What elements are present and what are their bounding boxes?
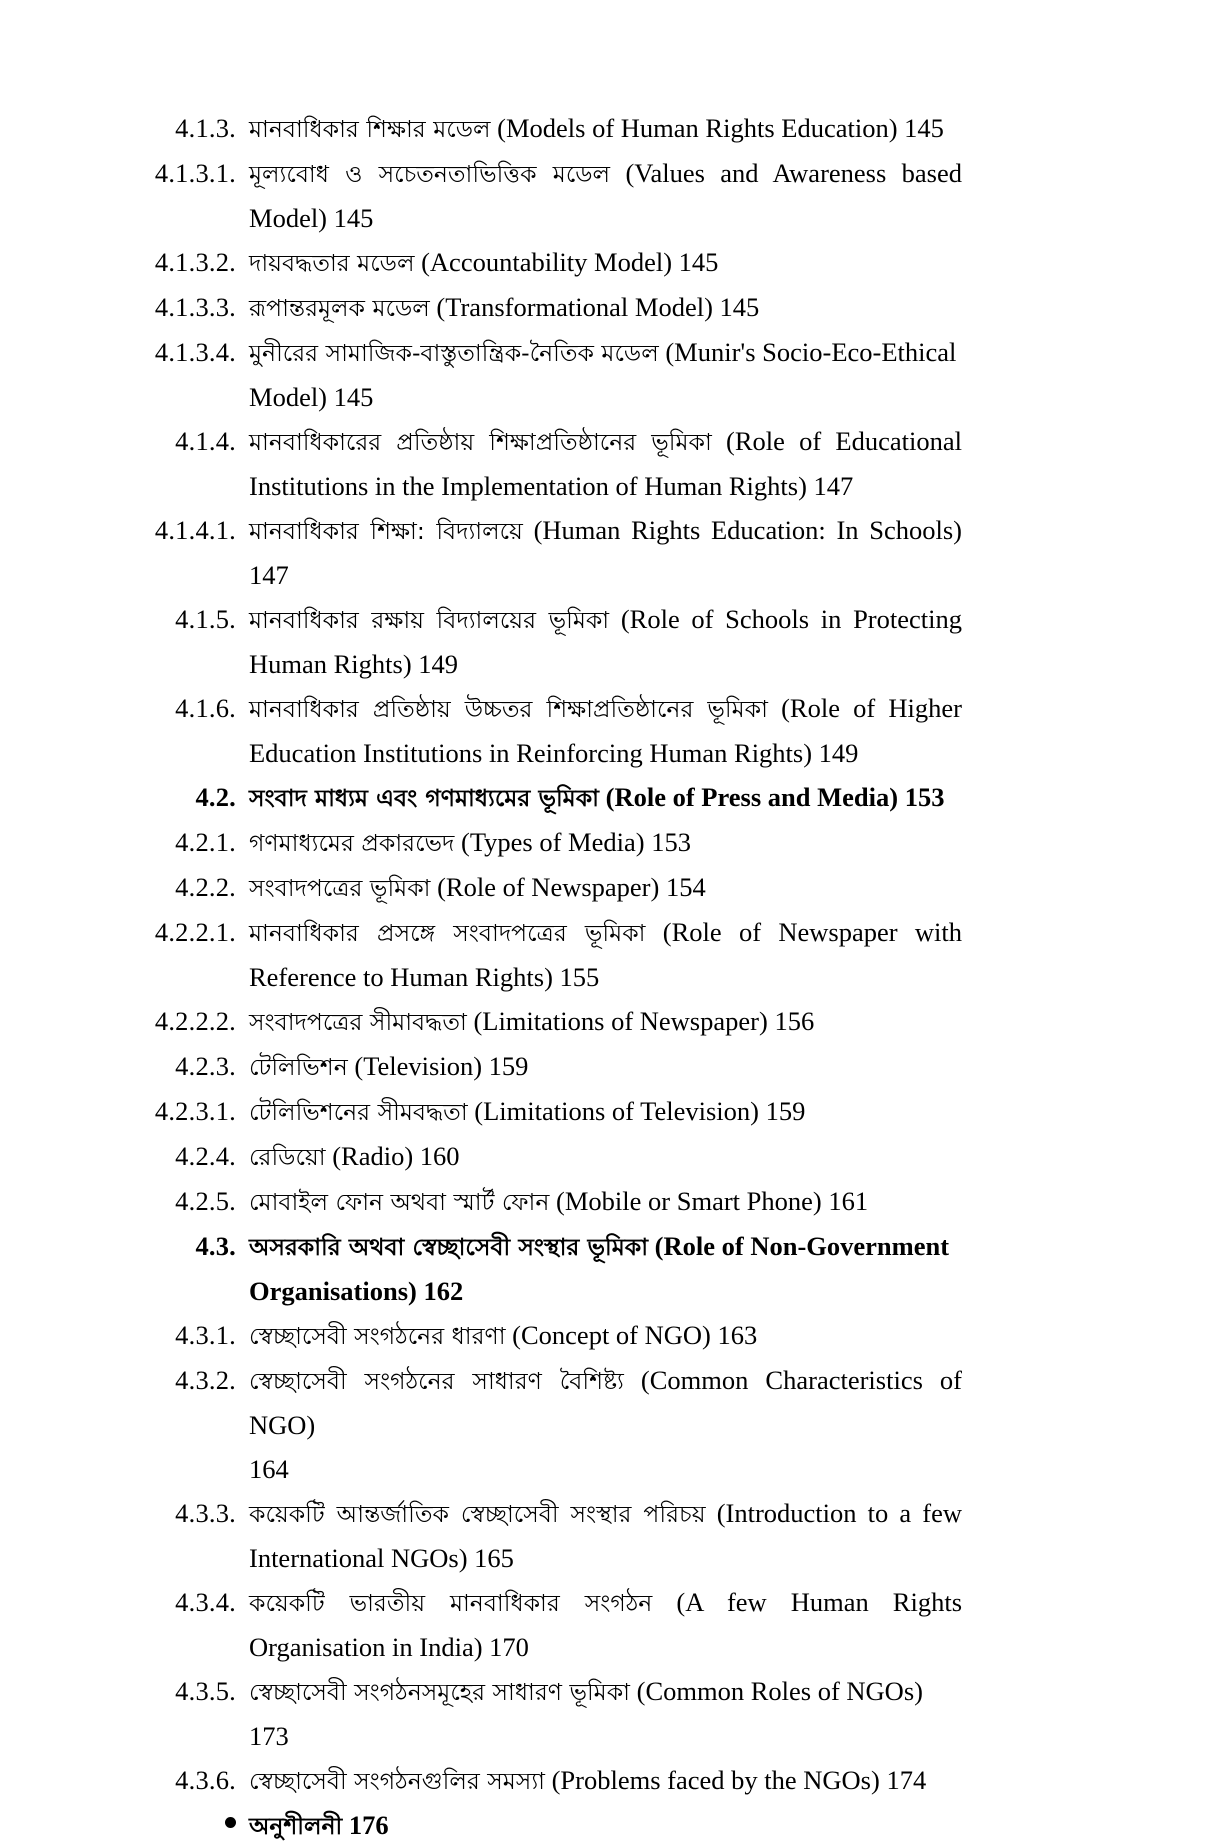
toc-entry-english-line2: Education Institutions in Reinforcing Human Rights) 149 — [249, 738, 859, 768]
toc-entry-number: 4.1.3. — [175, 113, 236, 143]
toc-entry-number: 4.3.1. — [175, 1320, 236, 1350]
toc-entry-number: 4.3.2. — [175, 1365, 236, 1395]
toc-entry-english: (Mobile or Smart Phone) — [556, 1186, 822, 1216]
toc-entry-bengali: মানবাধিকার শিক্ষা: বিদ্যালয়ে — [249, 517, 523, 545]
toc-entry-bengali: মুনীরের সামাজিক-বাস্তুতান্ত্রিক-নৈতিক মডেল — [249, 339, 659, 367]
toc-entry — [140, 1358, 962, 1491]
toc-entry-english: (Limitations of Television) — [474, 1096, 759, 1126]
toc-entry-page: 159 — [488, 1051, 529, 1081]
toc-entry-text — [236, 1669, 962, 1758]
toc-section-heading — [140, 775, 962, 820]
toc-entry-text — [236, 1580, 962, 1669]
toc-entry — [140, 508, 962, 597]
toc-entry-number: 4.2.2. — [175, 872, 236, 902]
toc-entry-page: 145 — [678, 247, 719, 277]
toc-entry-english: (Limitations of Newspaper) — [473, 1006, 768, 1036]
toc-entry — [140, 419, 962, 508]
toc-entry — [140, 240, 962, 285]
toc-entry-bengali: সংবাদপত্রের ভূমিকা — [249, 874, 431, 902]
toc-entry-text — [236, 1758, 962, 1803]
toc-entry-bengali: স্বেচ্ছাসেবী সংগঠনের সাধারণ বৈশিষ্ট্য — [249, 1367, 624, 1395]
toc-entry-number: 4.3.3. — [175, 1498, 236, 1528]
toc-entry — [140, 820, 962, 865]
toc-entry-english-line1: (Role of Schools in Protecting — [620, 604, 962, 634]
toc-entry-english-line2: International NGOs) 165 — [249, 1543, 514, 1573]
toc-bullet-bengali: অনুশীলনী — [249, 1812, 343, 1840]
toc-entry-bengali: গণমাধ্যমের প্রকারভেদ — [249, 829, 455, 857]
toc-entry-number: 4.2.3. — [175, 1051, 236, 1081]
toc-entry-page: 153 — [904, 782, 945, 812]
toc-entry-text — [236, 1491, 962, 1580]
toc-entry-english-line1: (A few Human Rights — [676, 1587, 963, 1617]
toc-entry-page: 163 — [717, 1320, 758, 1350]
toc-entry-english-line1: (Common Characteristics of NGO) — [249, 1365, 962, 1440]
toc-entry-bengali: দায়বদ্ধতার মডেল — [249, 249, 415, 277]
toc-entry-english: (Radio) — [332, 1141, 414, 1171]
toc-entry-english-line2: Model) 145 — [249, 203, 374, 233]
toc-entry-number: 4.3.4. — [175, 1587, 236, 1617]
toc-entry — [140, 1669, 962, 1758]
toc-entry-number: 4.3. — [195, 1231, 236, 1261]
toc-entry — [140, 1491, 962, 1580]
toc-entry-english-line2: Organisation in India) 170 — [249, 1632, 529, 1662]
toc-entry-bengali: মোবাইল ফোন অথবা স্মার্ট ফোন — [249, 1188, 550, 1216]
toc-entry-text — [236, 1089, 962, 1134]
toc-entry-number: 4.2.1. — [175, 827, 236, 857]
toc-entry — [140, 106, 962, 151]
toc-entry — [140, 686, 962, 775]
toc-entry-text — [236, 106, 962, 151]
toc-entry — [140, 1580, 962, 1669]
toc-entry-page: 156 — [774, 1006, 815, 1036]
toc-entry-number: 4.1.3.2. — [154, 247, 236, 277]
toc-entry-english-line1: (Common Roles of NGOs) — [636, 1676, 923, 1706]
toc-entry-text — [236, 285, 962, 330]
toc-entry-bengali: মানবাধিকার শিক্ষার মডেল — [249, 115, 491, 143]
toc-entry-bengali: মানবাধিকার রক্ষায় বিদ্যালয়ের ভূমিকা — [249, 606, 610, 634]
toc-entry-bengali: অসরকারি অথবা স্বেচ্ছাসেবী সংস্থার ভূমিকা — [249, 1233, 649, 1261]
toc-entry-english: (Accountability Model) — [421, 247, 673, 277]
toc-entry-text — [236, 1134, 962, 1179]
toc-entry-english-line1: (Role of Higher — [781, 693, 962, 723]
toc-entry-page: 164 — [249, 1454, 289, 1484]
toc-entry-text — [236, 865, 962, 910]
toc-entry — [140, 1044, 962, 1089]
toc-entry-bengali: কয়েকটি ভারতীয় মানবাধিকার সংগঠন — [249, 1589, 653, 1617]
toc-entry-english-line2: Human Rights) 149 — [249, 649, 459, 679]
toc-entry-text — [236, 1044, 962, 1089]
toc-entry-number: 4.3.5. — [175, 1676, 236, 1706]
toc-entry-text — [236, 686, 962, 775]
toc-entry-text — [236, 240, 962, 285]
toc-entry-bengali: সংবাদ মাধ্যম এবং গণমাধ্যমের ভূমিকা — [249, 784, 599, 812]
toc-entry — [140, 285, 962, 330]
toc-entry-bengali: স্বেচ্ছাসেবী সংগঠনসমূহের সাধারণ ভূমিকা — [249, 1678, 630, 1706]
toc-entry-bengali: মানবাধিকারের প্রতিষ্ঠায় শিক্ষাপ্রতিষ্ঠানের ভূমিকা — [249, 428, 712, 456]
toc-bullet-text — [236, 1803, 962, 1848]
toc-entry-page: 153 — [651, 827, 691, 857]
toc-entry-bengali: মানবাধিকার প্রতিষ্ঠায় উচ্চতর শিক্ষাপ্রতিষ্ঠানের ভূমিকা — [249, 695, 768, 723]
toc-entry-text — [236, 330, 962, 419]
toc-entry-number: 4.1.4.1. — [154, 515, 236, 545]
toc-entry-page: 160 — [419, 1141, 460, 1171]
toc-entry-number: 4.3.6. — [175, 1765, 236, 1795]
toc-entry-number: 4.2.4. — [175, 1141, 236, 1171]
toc-entry — [140, 1179, 962, 1224]
toc-entry-english-line1: (Values and Awareness based — [625, 158, 962, 188]
toc-entry-page: 154 — [665, 872, 706, 902]
toc-entry-english-line2: Organisations) 162 — [249, 1276, 464, 1306]
toc-entry-text — [236, 1224, 962, 1313]
toc-entry-bengali: রেডিয়ো — [249, 1143, 326, 1171]
toc-entry-english: (Human Rights Education: In Schools) — [533, 515, 962, 545]
toc-entry — [140, 865, 962, 910]
toc-entry-english: (Models of Human Rights Education) — [497, 113, 898, 143]
toc-entry-page: 145 — [719, 292, 760, 322]
toc-entry-text — [236, 999, 962, 1044]
toc-entry-bengali: মানবাধিকার প্রসঙ্গে সংবাদপত্রের ভূমিকা — [249, 919, 646, 947]
toc-entry-text — [236, 1313, 962, 1358]
toc-entry-number: 4.1.5. — [175, 604, 236, 634]
toc-entry-english: (Problems faced by the NGOs) — [551, 1765, 880, 1795]
toc-entry-page: 147 — [249, 560, 289, 590]
toc-entry — [140, 1134, 962, 1179]
toc-entry-number: 4.1.6. — [175, 693, 236, 723]
toc-entry — [140, 597, 962, 686]
toc-entry-english-line1: (Role of Non-Government — [654, 1231, 950, 1261]
toc-entry-page: 145 — [904, 113, 944, 143]
toc-entry-number: 4.1.3.4. — [154, 337, 236, 367]
toc-list — [140, 106, 962, 1848]
toc-entry-text — [236, 1358, 962, 1491]
toc-entry-bengali: রূপান্তরমূলক মডেল — [249, 294, 430, 322]
toc-entry-text — [236, 775, 962, 820]
toc-entry-page: 174 — [886, 1765, 927, 1795]
toc-entry-bengali: টেলিভিশনের সীমবদ্ধতা — [249, 1098, 468, 1126]
toc-entry-number: 4.2. — [195, 782, 236, 812]
toc-entry-bengali: টেলিভিশন — [249, 1053, 348, 1081]
toc-entry — [140, 1313, 962, 1358]
toc-entry — [140, 1758, 962, 1803]
toc-entry — [140, 151, 962, 240]
toc-entry-english-line2: Model) 145 — [249, 382, 374, 412]
toc-entry-bengali: স্বেচ্ছাসেবী সংগঠনগুলির সমস্যা — [249, 1767, 545, 1795]
toc-entry-text — [236, 419, 962, 508]
toc-entry-text — [236, 597, 962, 686]
toc-entry-english: (Transformational Model) — [436, 292, 713, 322]
toc-entry-text — [236, 910, 962, 999]
toc-entry-english-line2: Reference to Human Rights) 155 — [249, 962, 600, 992]
toc-entry — [140, 910, 962, 999]
toc-entry-english-line1: (Introduction to a few — [716, 1498, 963, 1528]
toc-entry-english: (Types of Media) — [461, 827, 645, 857]
toc-entry-number: 4.1.4. — [175, 426, 236, 456]
toc-entry-english: (Concept of NGO) — [512, 1320, 711, 1350]
toc-entry-number: 4.2.5. — [175, 1186, 236, 1216]
bullet-dot-icon — [225, 1817, 236, 1828]
toc-entry-bengali: মূল্যবোধ ও সচেতনতাভিত্তিক মডেল — [249, 160, 611, 188]
toc-entry-number: 4.2.3.1. — [154, 1096, 236, 1126]
toc-entry-page: 159 — [765, 1096, 806, 1126]
toc-entry-english-line2: Institutions in the Implementation of Human Rights) 147 — [249, 471, 854, 501]
toc-entry — [140, 999, 962, 1044]
toc-bullet-marker — [140, 1803, 236, 1847]
toc-entry — [140, 1089, 962, 1134]
toc-entry-text — [236, 1179, 962, 1224]
toc-entry-english-line1: (Role of Educational — [726, 426, 962, 456]
toc-entry-page: 161 — [828, 1186, 869, 1216]
toc-entry-english-line1: (Role of Newspaper with — [662, 917, 962, 947]
toc-bullet-entry — [140, 1803, 962, 1848]
toc-entry-number: 4.1.3.3. — [154, 292, 236, 322]
toc-entry-bengali: স্বেচ্ছাসেবী সংগঠনের ধারণা — [249, 1322, 506, 1350]
toc-entry-number: 4.2.2.1. — [154, 917, 236, 947]
toc-entry — [140, 330, 962, 419]
toc-entry-english: (Role of Press and Media) — [605, 782, 899, 812]
toc-entry-text — [236, 508, 962, 597]
toc-entry-text — [236, 820, 962, 865]
toc-bullet-page: 176 — [348, 1810, 389, 1840]
toc-entry-bengali: কয়েকটি আন্তর্জাতিক স্বেচ্ছাসেবী সংস্থার পরিচয় — [249, 1500, 706, 1528]
toc-entry-english: (Television) — [354, 1051, 483, 1081]
toc-entry-text — [236, 151, 962, 240]
toc-entry-english-line1: (Munir's Socio-Eco-Ethical — [665, 337, 957, 367]
toc-section-heading — [140, 1224, 962, 1313]
toc-entry-page: 173 — [249, 1721, 289, 1751]
toc-entry-number: 4.2.2.2. — [154, 1006, 236, 1036]
toc-entry-english: (Role of Newspaper) — [437, 872, 660, 902]
toc-entry-number: 4.1.3.1. — [154, 158, 236, 188]
toc-entry-bengali: সংবাদপত্রের সীমাবদ্ধতা — [249, 1008, 467, 1036]
